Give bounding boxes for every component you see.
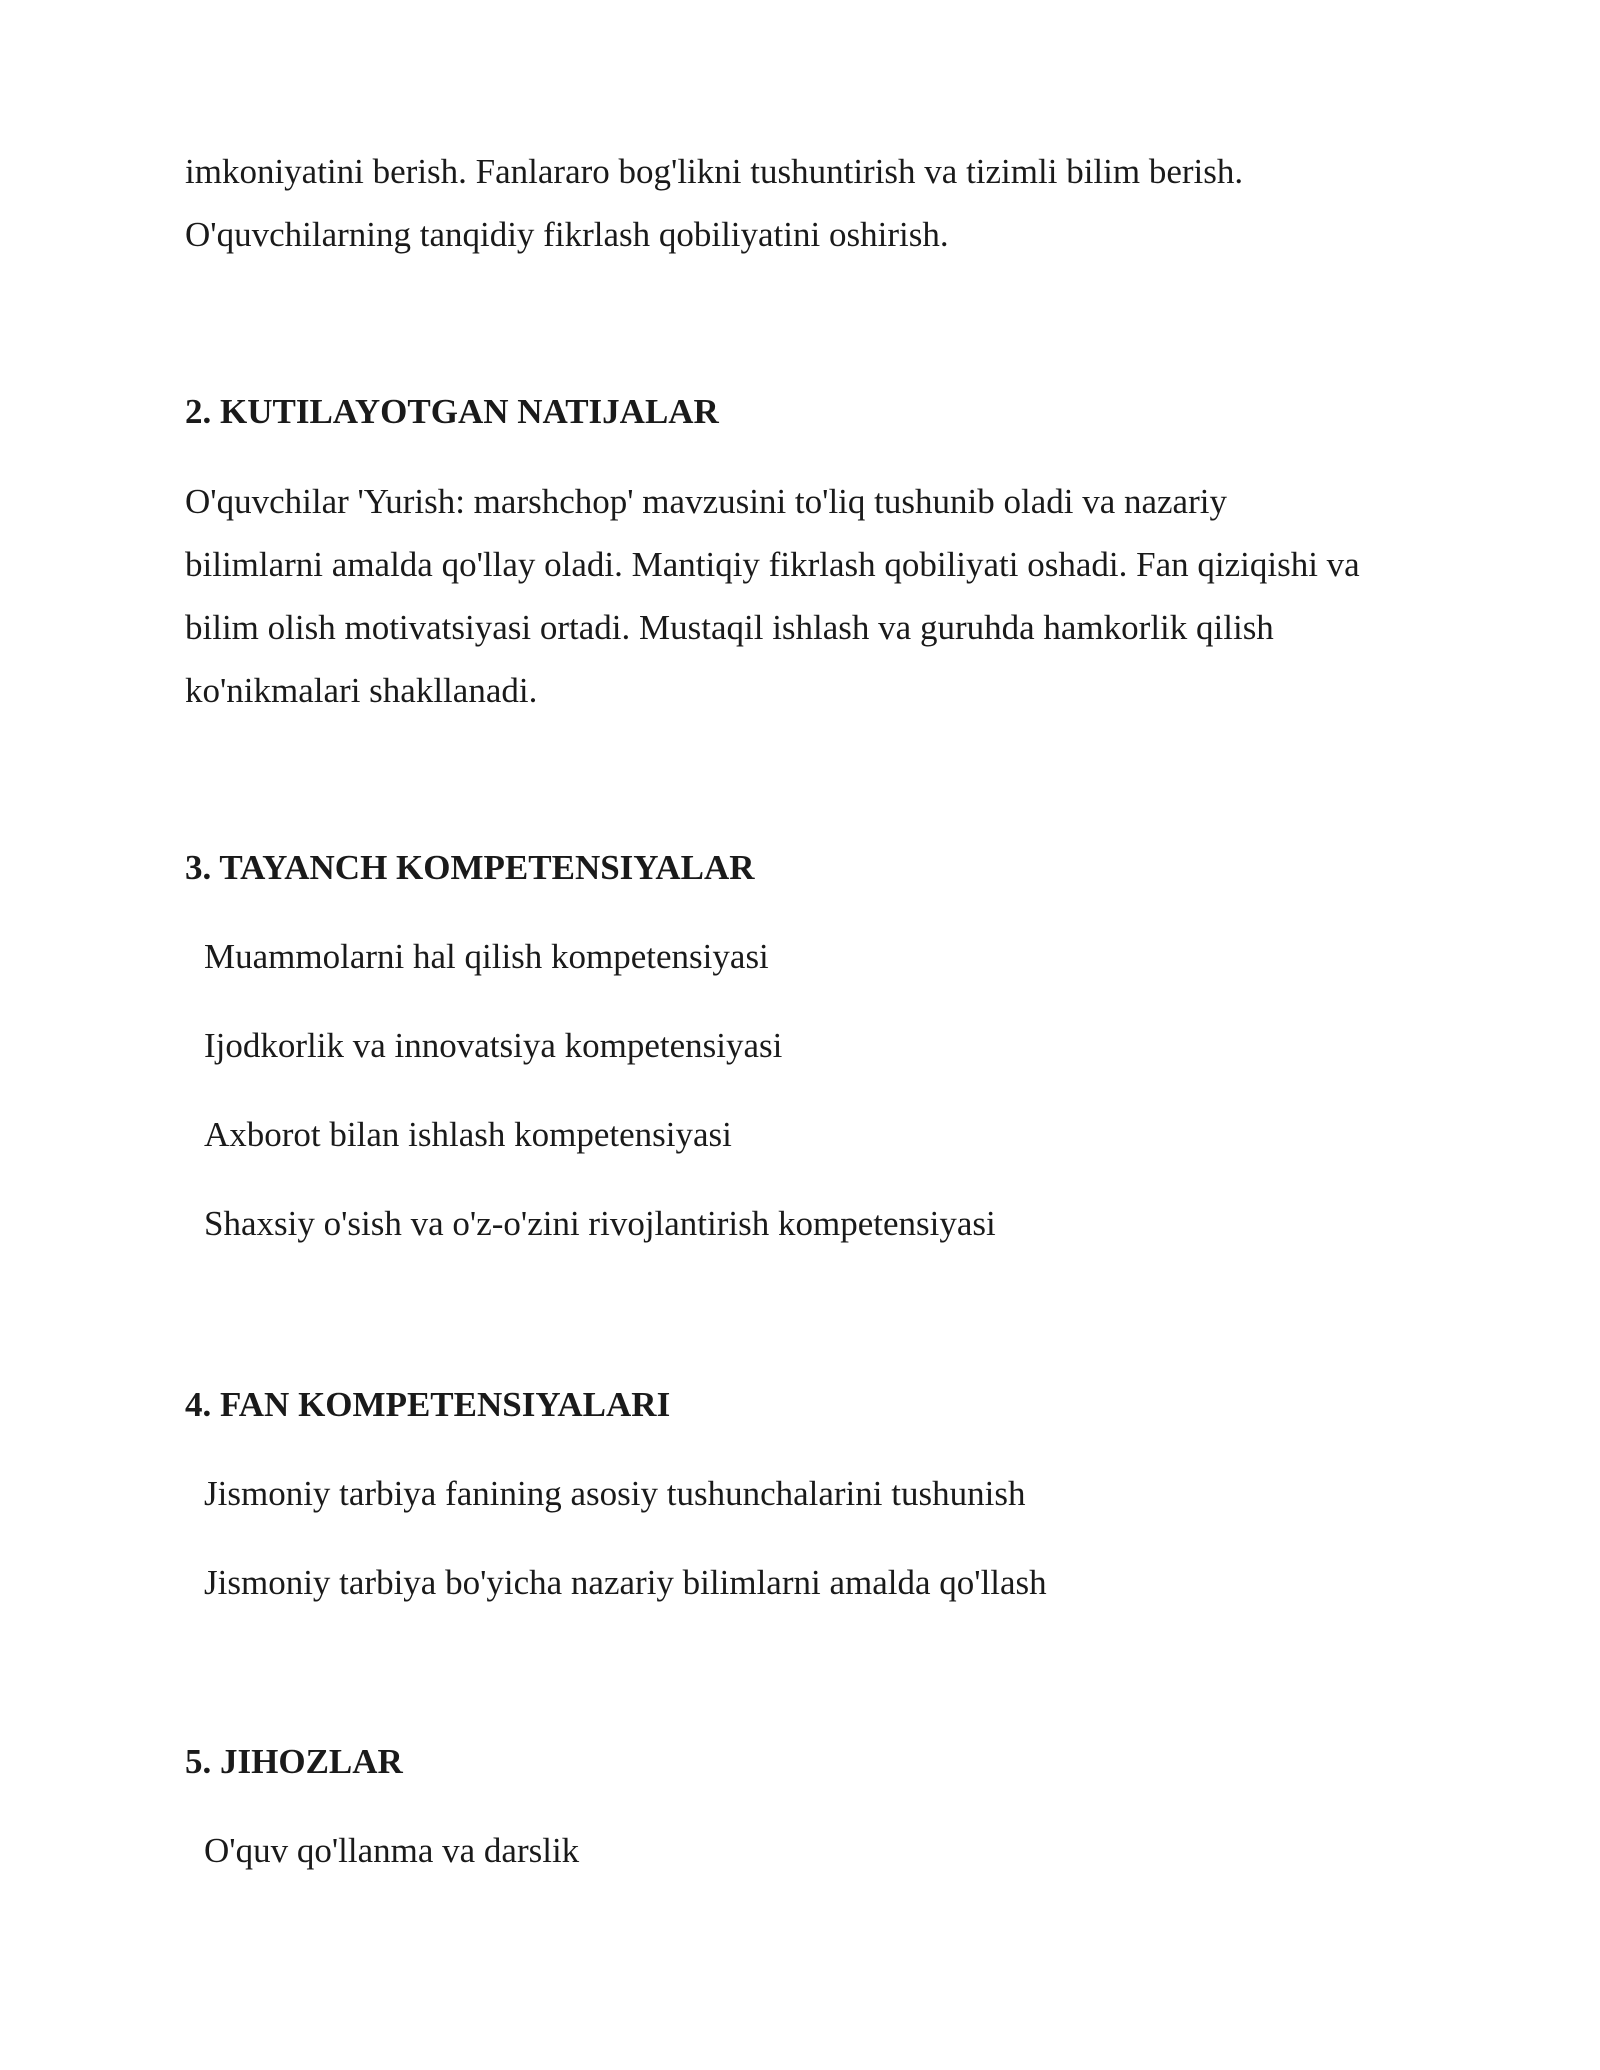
results-line-1: O'quvchilar 'Yurish: marshchop' mavzusini to'liq tushunib oladi va nazariy bbox=[185, 482, 1227, 521]
list-item: Jismoniy tarbiya fanining asosiy tushunchalarini tushunish bbox=[204, 1474, 1026, 1513]
list-item: Ijodkorlik va innovatsiya kompetensiyasi bbox=[204, 1026, 783, 1065]
list-item: O'quv qo'llanma va darslik bbox=[204, 1831, 580, 1870]
results-line-3: bilim olish motivatsiyasi ortadi. Mustaqil ishlash va guruhda hamkorlik qilish bbox=[185, 608, 1274, 647]
list-item: Shaxsiy o'sish va o'z-o'zini rivojlantirish kompetensiyasi bbox=[204, 1204, 996, 1243]
results-line-2: bilimlarni amalda qo'llay oladi. Mantiqiy fikrlash qobiliyati oshadi. Fan qiziqishi va bbox=[185, 545, 1360, 584]
section-heading-subject-competencies: 4. FAN KOMPETENSIYALARI bbox=[185, 1385, 671, 1424]
section-heading-expected-results: 2. KUTILAYOTGAN NATIJALAR bbox=[185, 392, 719, 431]
results-line-4: ko'nikmalari shakllanadi. bbox=[185, 671, 538, 710]
section-heading-core-competencies: 3. TAYANCH KOMPETENSIYALAR bbox=[185, 848, 755, 887]
intro-line-1: imkoniyatini berish. Fanlararo bog'likni tushuntirish va tizimli bilim berish. bbox=[185, 152, 1244, 191]
list-item: Jismoniy tarbiya bo'yicha nazariy bilimlarni amalda qo'llash bbox=[204, 1563, 1047, 1602]
intro-line-2: O'quvchilarning tanqidiy fikrlash qobiliyatini oshirish. bbox=[185, 215, 949, 254]
list-item: Axborot bilan ishlash kompetensiyasi bbox=[204, 1115, 732, 1154]
section-heading-equipment: 5. JIHOZLAR bbox=[185, 1742, 403, 1781]
list-item: Muammolarni hal qilish kompetensiyasi bbox=[204, 937, 769, 976]
